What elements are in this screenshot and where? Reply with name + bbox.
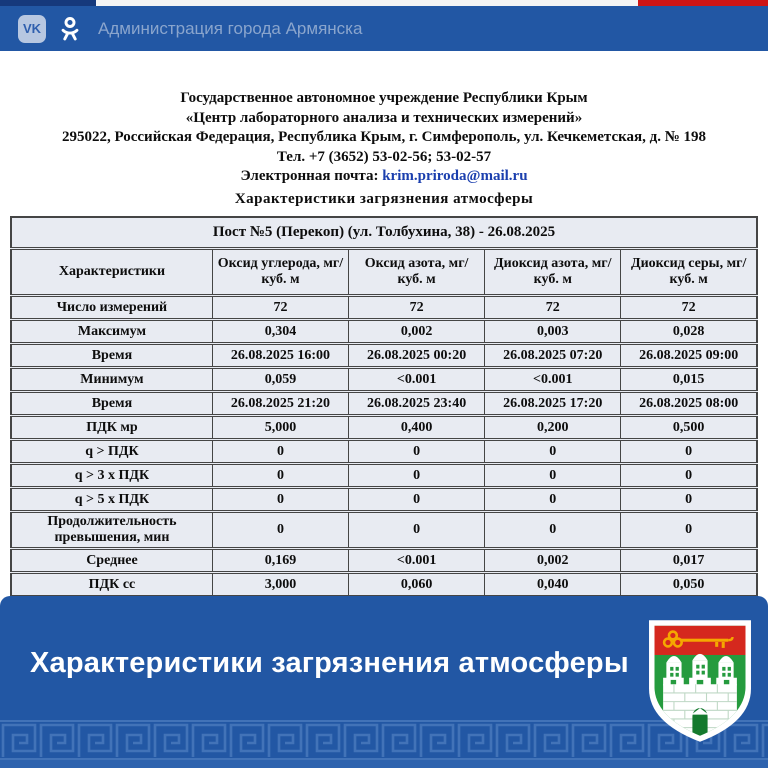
row-value: 0 [349,488,485,512]
row-value: 26.08.2025 17:20 [485,392,621,416]
row-value: 72 [485,296,621,320]
row-value: 0 [621,512,757,549]
flag-strip [0,0,768,6]
table-row [11,573,757,597]
row-label: Время [11,344,212,368]
row-label: Число измерений [11,296,212,320]
table-row [11,512,757,549]
row-value: 0,028 [621,320,757,344]
row-value: 0,003 [485,320,621,344]
banner-title: Характеристики загрязнения атмосферы [30,647,629,679]
row-value: 0 [621,464,757,488]
row-value: 26.08.2025 00:20 [349,344,485,368]
odnoklassniki-icon[interactable] [57,16,83,42]
row-label: Среднее [11,549,212,573]
row-value: 26.08.2025 21:20 [212,392,348,416]
address-line: 295022, Российская Федерация, Республика Крым, г. Симферополь, ул. Кечкеметская, д. № 198 [61,129,707,145]
row-value: 0,050 [621,573,757,597]
row-value: 0 [349,440,485,464]
row-value: <0.001 [349,549,485,573]
row-value: 0,002 [485,549,621,573]
row-value: 26.08.2025 08:00 [621,392,757,416]
row-label: Минимум [11,368,212,392]
row-label: Время [11,392,212,416]
row-value: 26.08.2025 07:20 [485,344,621,368]
column-header: Оксид азота, мг/куб. м [349,249,485,296]
row-value: 0 [485,464,621,488]
community-name[interactable]: Администрация города Армянска [98,18,363,38]
row-value: 0 [485,488,621,512]
letterhead [0,89,768,209]
flag-strip-red [638,0,768,6]
row-label: q > ПДК [11,440,212,464]
social-topbar [0,6,768,51]
column-header: Диоксид серы, мг/куб. м [621,249,757,296]
row-value: 0,400 [349,416,485,440]
table-row [11,392,757,416]
row-label: q > 5 x ПДК [11,488,212,512]
banner-baseline [0,760,768,768]
email-label: Электронная почта: [240,168,383,184]
row-value: <0.001 [485,368,621,392]
column-header: Характеристики [11,249,212,296]
vk-icon[interactable]: VK [18,15,46,43]
table-title-row [11,217,757,249]
row-value: 0 [212,464,348,488]
row-value: 0 [212,488,348,512]
table-row [11,344,757,368]
row-value: 26.08.2025 16:00 [212,344,348,368]
row-value: 0,017 [621,549,757,573]
table-row [11,296,757,320]
pollution-table [10,216,758,621]
row-value: 0 [349,512,485,549]
row-label: ПДК мр [11,416,212,440]
row-value: 0,060 [349,573,485,597]
row-label: q > 3 x ПДК [11,464,212,488]
row-value: 0 [485,440,621,464]
row-value: 0,500 [621,416,757,440]
table-row [11,488,757,512]
table-row [11,416,757,440]
row-value: 26.08.2025 23:40 [349,392,485,416]
column-header: Оксид углерода, мг/куб. м [212,249,348,296]
row-value: 0,169 [212,549,348,573]
flag-strip-white [96,0,638,6]
armyansk-coat-of-arms-icon [644,617,756,745]
row-value: 0,015 [621,368,757,392]
row-value: 0 [485,512,621,549]
row-value: 0 [212,512,348,549]
document-title: Характеристики загрязнения атмосферы [234,190,534,207]
row-value: 0 [212,440,348,464]
row-value: 0 [621,440,757,464]
table-row [11,368,757,392]
org-center-line: «Центр лабораторного анализа и технических измерений» [185,109,583,126]
row-value: 0,002 [349,320,485,344]
table-header-row [11,249,757,296]
row-value: 0,059 [212,368,348,392]
row-value: 0 [621,488,757,512]
phone-line: Тел. +7 (3652) 53-02-56; 53-02-57 [276,148,492,165]
table-title: Пост №5 (Перекоп) (ул. Толбухина, 38) - 26.08.2025 [11,217,757,249]
row-value: 5,000 [212,416,348,440]
row-value: 72 [621,296,757,320]
row-value: 0,304 [212,320,348,344]
email-link[interactable]: krim.priroda@mail.ru [382,168,528,184]
table-row [11,440,757,464]
row-value: 0,040 [485,573,621,597]
row-value: 72 [212,296,348,320]
column-header: Диоксид азота, мг/куб. м [485,249,621,296]
row-value: 3,000 [212,573,348,597]
row-value: 26.08.2025 09:00 [621,344,757,368]
flag-strip-navy [0,0,96,6]
row-value: 72 [349,296,485,320]
bottom-banner [0,596,768,768]
row-label: Продолжительность превышения, мин [11,512,212,549]
row-label: Максимум [11,320,212,344]
row-value: <0.001 [349,368,485,392]
row-label: ПДК сс [11,573,212,597]
table-row [11,320,757,344]
org-name-line: Государственное автономное учреждение Республики Крым [180,90,588,106]
row-value: 0 [349,464,485,488]
email-line [0,167,768,187]
table-row [11,549,757,573]
row-value: 0,200 [485,416,621,440]
table-row [11,464,757,488]
